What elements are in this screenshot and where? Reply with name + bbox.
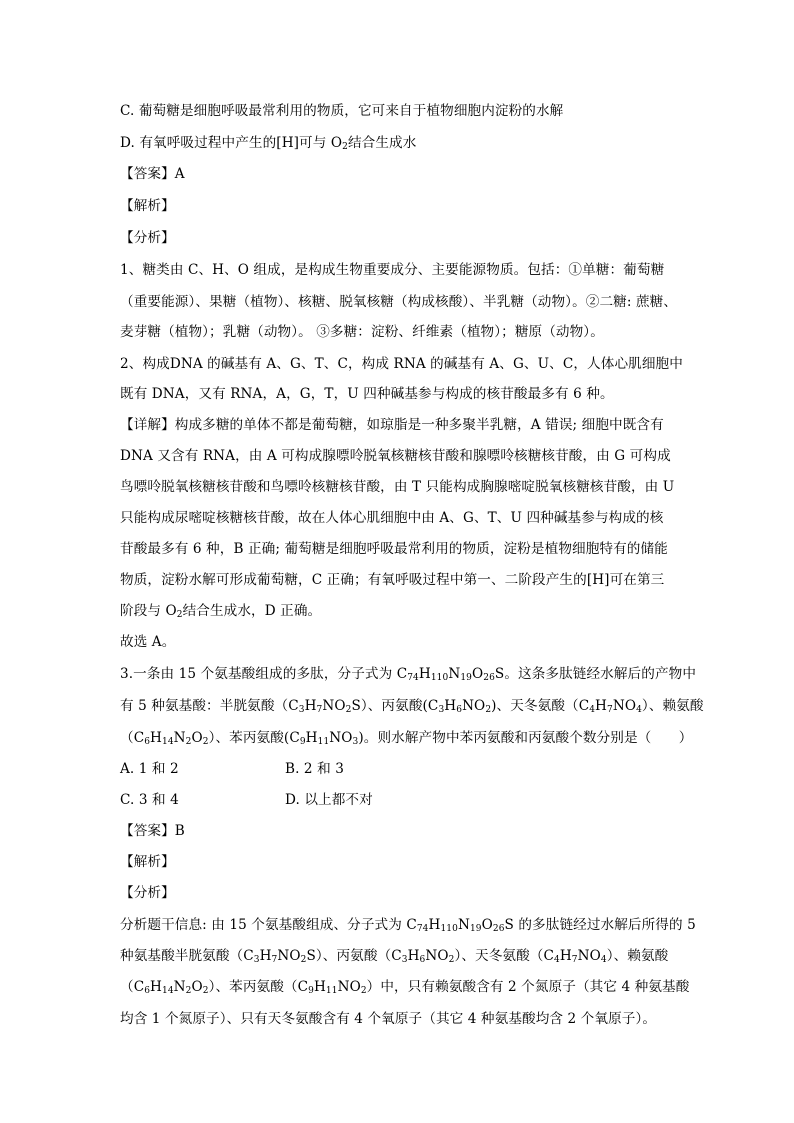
detail-text-line: 阶段与 $O_2$结合生成水，D 正确。: [120, 603, 322, 620]
analysis-text-line: （重要能源）、果糖（植物）、核糖、脱氧核糖（构成核酸）、半乳糖（动物）。②二糖: 蔗糖、: [120, 294, 678, 310]
option-b: B. 2 和 3: [285, 761, 344, 777]
option-c-line: C. 葡萄糖是细胞呼吸最常利用的物质，它可来自于植物细胞内淀粉的水解: [120, 103, 564, 119]
analysis-label: 【分析】: [120, 230, 175, 246]
analysis-text-line: 种氨基酸半胱氨酸$(C_3H_7NO_2S)$、丙氨酸$(C_3H_6NO_2)$、天冬氨酸$(C_4H_7NO_4)$、赖氨酸: [120, 948, 669, 965]
question-3-line: 有 5 种氨基酸：半胱氨酸$(C_3H_7NO_2S)$、丙氨酸$(C_3H_6NO_2)$、天冬氨酸$(C_4H_7NO_4)$、赖氨酸: [120, 698, 704, 715]
analysis-text-line: 麦芽糖（植物）；乳糖（动物）。 ③多糖：淀粉、纤维素（植物）；糖原（动物）。: [120, 324, 604, 340]
detail-text-line: 【详解】构成多糖的单体不都是葡萄糖，如琼脂是一种多聚半乳糖，A 错误; 细胞中既含有: [120, 417, 664, 433]
analysis-text-line: 2、构成DNA 的碱基有 A、G、T、C，构成 RNA 的碱基有 A、G、U、C，人体心肌细胞中: [120, 356, 683, 372]
detail-text-line: 苷酸最多有 6 种，B 正确; 葡萄糖是细胞呼吸最常利用的物质，淀粉是植物细胞特有的储能: [120, 541, 668, 557]
options-row: [120, 790, 680, 810]
analysis-text-line: 1、糖类由 C、H、O 组成，是构成生物重要成分、主要能源物质。包括：①单糖：葡萄糖: [120, 262, 665, 278]
option-d-line: D. 有氧呼吸过程中产生的[H]可与 $O_2$结合生成水: [120, 135, 417, 152]
option-d: D. 以上都不对: [285, 792, 373, 808]
analysis-text-line: 均含 1 个氮原子）、只有天冬氨酸含有 4 个氧原子（其它 4 种氨基酸均含 2 个氧原子）。: [120, 1011, 657, 1027]
analysis-text-line: 分析题干信息: 由 15 个氨基酸组成、分子式为 $C_{74}H_{110}N_{19}O_{26}S$ 的多肽链经过水解后所得的 5: [120, 917, 696, 934]
detail-text-line: DNA 又含有 RNA，由 A 可构成腺嘌呤脱氧核糖核苷酸和腺嘌呤核糖核苷酸，由 G 可构成: [120, 448, 671, 464]
answer-label: 【答案】A: [120, 166, 185, 182]
option-c: C. 3 和 4: [120, 792, 179, 808]
explanation-label: 【解析】: [120, 198, 175, 214]
conclusion-line: 故选 A。: [120, 634, 176, 650]
analysis-text-line: $(C_6H_{14}N_2O_2)$、苯丙氨酸$(C_9H_{11}NO_2)$中，只有赖氨酸含有 2 个氮原子（其它 4 种氨基酸: [120, 979, 690, 996]
question-3-line: 3.一条由 15 个氨基酸组成的多肽，分子式为 $C_{74}H_{110}N_{19}O_{26}S$。这条多肽链经水解后的产物中: [120, 666, 697, 683]
explanation-label: 【解析】: [120, 854, 175, 870]
detail-text-line: 只能构成尿嘧啶核糖核苷酸，故在人体心肌细胞中由 A、G、T、U 四种碱基参与构成的核: [120, 510, 664, 526]
options-row: [120, 759, 680, 779]
option-a: A. 1 和 2: [120, 761, 179, 777]
answer-label: 【答案】B: [120, 823, 185, 839]
analysis-text-line: 既有 DNA，又有 RNA，A，G，T，U 四种碱基参与构成的核苷酸最多有 6 种。: [120, 386, 614, 402]
analysis-label: 【分析】: [120, 885, 175, 901]
question-3-line: $(C_6H_{14}N_2O_2)$、苯丙氨酸$(C_9H_{11}NO_3)$。则水解产物中苯丙氨酸和丙氨酸个数分别是（ ）: [120, 730, 693, 747]
detail-text-line: 鸟嘌呤脱氧核糖核苷酸和鸟嘌呤核糖核苷酸，由 T 只能构成胸腺嘧啶脱氧核糖核苷酸，由 U: [120, 479, 675, 495]
detail-text-line: 物质，淀粉水解可形成葡萄糖，C 正确；有氧呼吸过程中第一、二阶段产生的[H]可在第三: [120, 572, 665, 588]
